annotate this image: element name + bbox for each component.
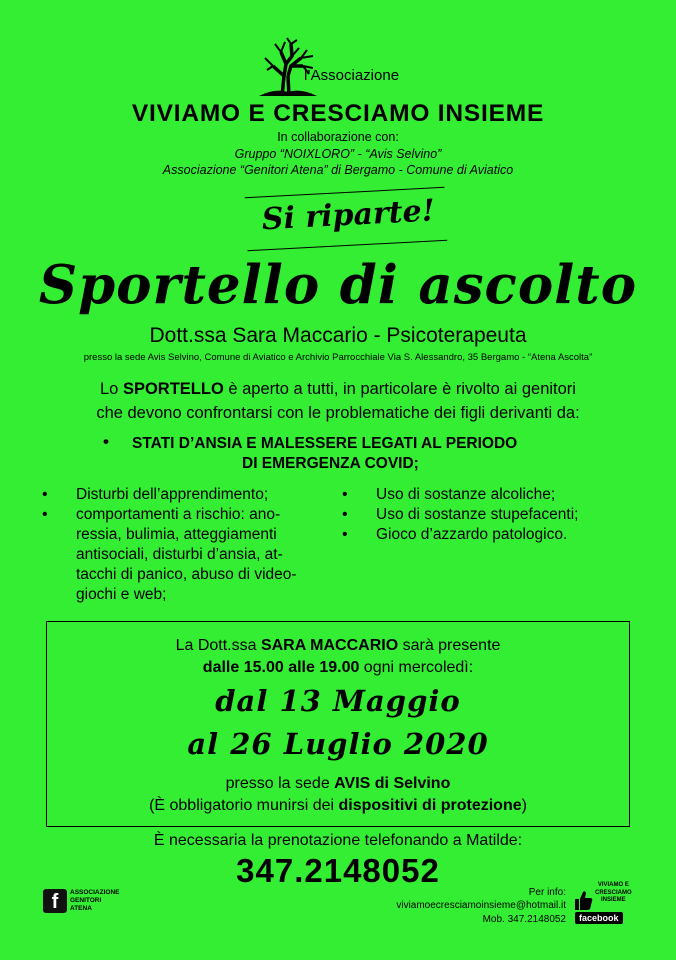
schedule-line2: dalle 15.00 alle 19.00 ogni mercoledì: xyxy=(202,659,474,676)
main-bullet-line1: STATI D’ANSIA E MALESSERE LEGATI AL PERIODO xyxy=(132,435,518,452)
bullets-right xyxy=(342,485,642,545)
association-label: l’Associazione xyxy=(304,67,400,84)
facebook-icon: f xyxy=(43,889,67,913)
main-title: Sportello di ascolto xyxy=(38,254,638,316)
main-bullet-dot: • xyxy=(103,432,109,451)
collab-line2: Associazione “Genitori Atena” di Bergamo - Comune di Aviatico xyxy=(162,163,514,177)
intro-bold: SPORTELLO xyxy=(122,380,224,398)
intro-line2: che devono confrontarsi con le problematiche dei figli derivanti da: xyxy=(96,404,580,422)
schedule-line1: La Dott.ssa SARA MACCARIO sarà presente xyxy=(175,637,501,654)
list-item: • Disturbi dell’apprendimento; xyxy=(42,485,352,505)
schedule-notice: (È obbligatorio munirsi dei dispositivi di protezione) xyxy=(149,797,527,814)
info-mobile: Mob. 347.2148052 xyxy=(482,914,566,925)
bullets-left xyxy=(42,485,352,605)
list-item: • Uso di sostanze stupefacenti; xyxy=(342,505,642,525)
list-item: • Gioco d’azzardo patologico. xyxy=(342,525,642,545)
si-riparte-banner xyxy=(245,187,448,251)
schedule-box xyxy=(46,621,630,827)
info-label: Per info: xyxy=(528,887,566,898)
intro-part2: è aperto a tutti, in particolare è rivolto ai genitori xyxy=(223,380,576,398)
list-item: • comportamenti a rischio: ano- ressia, bulimia, atteggiamenti antisociali, disturbi d’ansia, at- tacchi di panico, abuso di video- giochi e web; xyxy=(42,505,352,605)
facebook-label[interactable]: facebook xyxy=(575,912,623,924)
doctor-line: Dott.ssa Sara Maccario - Psicoterapeuta xyxy=(149,324,527,347)
schedule-location: presso la sede AVIS di Selvino xyxy=(225,775,451,792)
right-logo-text: VIVIAMO E CRESCIAMO INSIEME xyxy=(595,882,632,903)
intro-line1 xyxy=(0,380,676,399)
booking-text: È necessaria la prenotazione telefonando a Matilde: xyxy=(153,832,523,849)
date-from: dal 13 Maggio xyxy=(215,684,461,718)
intro-part1: Lo xyxy=(100,380,123,398)
collab-intro: In collaborazione con: xyxy=(277,130,399,144)
thumbs-up-icon xyxy=(573,889,593,911)
main-bullet-line2: DI EMERGENZA COVID; xyxy=(242,455,419,472)
si-riparte-text: Si riparte! xyxy=(261,193,436,238)
org-name: VIVIAMO E CRESCIAMO INSIEME xyxy=(131,100,545,127)
viviamo-facebook-logo xyxy=(573,881,635,925)
date-to: al 26 Luglio 2020 xyxy=(187,727,489,761)
phone-number: 347.2148052 xyxy=(236,852,440,889)
left-logo-text: ASSOCIAZIONE GENITORI ATENA xyxy=(70,889,120,912)
collab-line1: Gruppo “NOIXLORO” - “Avis Selvino” xyxy=(234,147,442,161)
genitori-atena-logo xyxy=(43,887,143,917)
info-email[interactable]: viviamoecresciamoinsieme@hotmail.it xyxy=(396,900,566,911)
location-line: presso la sede Avis Selvino, Comune di Aviatico e Archivio Parrocchiale Via S. Alessandro, 35 Bergamo - “Atena Ascolta” xyxy=(83,352,593,363)
list-item: • Uso di sostanze alcoliche; xyxy=(342,485,642,505)
